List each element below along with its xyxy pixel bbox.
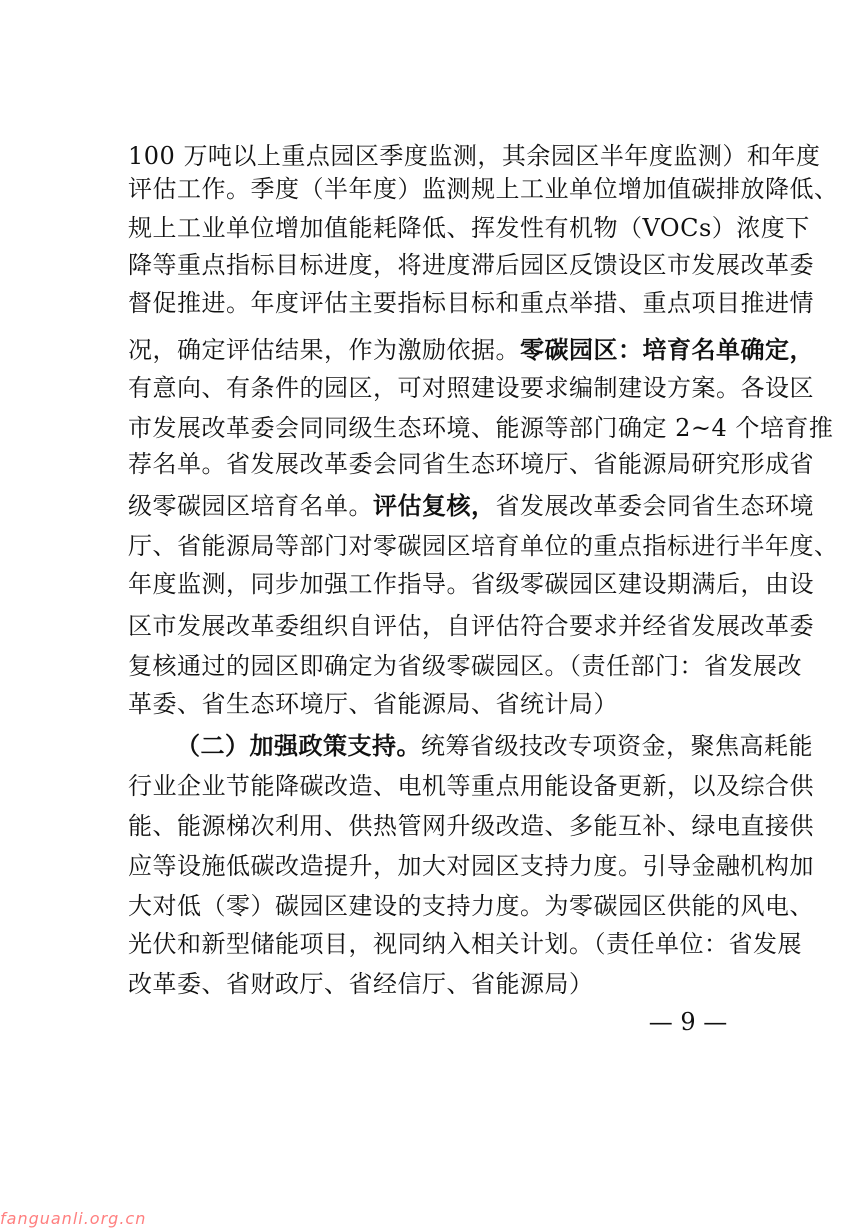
body-line-13: 区市发展改革委组织自评估，自评估符合要求并经省发展改革委 [128,612,814,640]
body-line-4: 降等重点指标目标进度，将进度滞后园区反馈设区市发展改革委 [128,251,814,279]
text-run: 况，确定评估结果，作为激励依据。 [128,336,520,364]
body-line-21: 光伏和新型储能项目，视同纳入相关计划。（责任单位：省发展 [128,930,802,958]
body-line-2: 评估工作。季度（半年度）监测规上工业单位增加值碳排放降低、 [128,175,839,203]
body-line-14: 复核通过的园区即确定为省级零碳园区。（责任部门：省发展改 [128,652,802,680]
body-line-18: 能、能源梯次利用、供热管网升级改造、多能互补、绿电直接供 [128,812,814,840]
text-run: 省发展改革委会同省生态环境 [495,492,814,520]
body-line-10 [128,490,814,522]
body-line-8: 市发展改革委会同同级生态环境、能源等部门确定 2~4 个培育推 [128,414,834,442]
body-line-12: 年度监测，同步加强工作指导。省级零碳园区建设期满后，由设 [128,570,814,598]
page-number: — 9 — [648,1008,728,1036]
body-line-20: 大对低（零）碳园区建设的支持力度。为零碳园区供能的风电、 [128,892,814,920]
watermark: fanguanli.org.cn [0,1209,147,1228]
body-line-22: 改革委、省财政厅、省经信厅、省能源局） [128,970,594,998]
bold-heading-review: 评估复核， [373,491,496,520]
body-line-3: 规上工业单位增加值能耗降低、挥发性有机物（VOCs）浓度下 [128,214,810,242]
body-line-17: 行业企业节能降碳改造、电机等重点用能设备更新，以及综合供 [128,772,814,800]
body-line-15: 革委、省生态环境厅、省能源局、省统计局） [128,690,618,718]
body-line-9: 荐名单。省发展改革委会同省生态环境厅、省能源局研究形成省 [128,450,814,478]
text-run: 统筹省级技改专项资金，聚焦高耗能 [421,732,813,760]
body-line-7: 有意向、有条件的园区，可对照建设要求编制建设方案。各设区 [128,374,814,402]
body-line-6 [128,334,814,366]
body-line-1: 100 万吨以上重点园区季度监测，其余园区半年度监测）和年度 [128,142,821,170]
body-line-11: 厅、省能源局等部门对零碳园区培育单位的重点指标进行半年度、 [128,532,839,560]
body-line-5: 督促推进。年度评估主要指标目标和重点举措、重点项目推进情 [128,289,814,317]
bold-heading-zero-carbon-park: 零碳园区：培育名单确定， [520,335,814,364]
section-heading-policy-support: （二）加强政策支持。 [176,731,421,760]
body-line-16 [176,730,813,762]
body-line-19: 应等设施低碳改造提升，加大对园区支持力度。引导金融机构加 [128,852,814,880]
text-run: 级零碳园区培育名单。 [128,492,373,520]
